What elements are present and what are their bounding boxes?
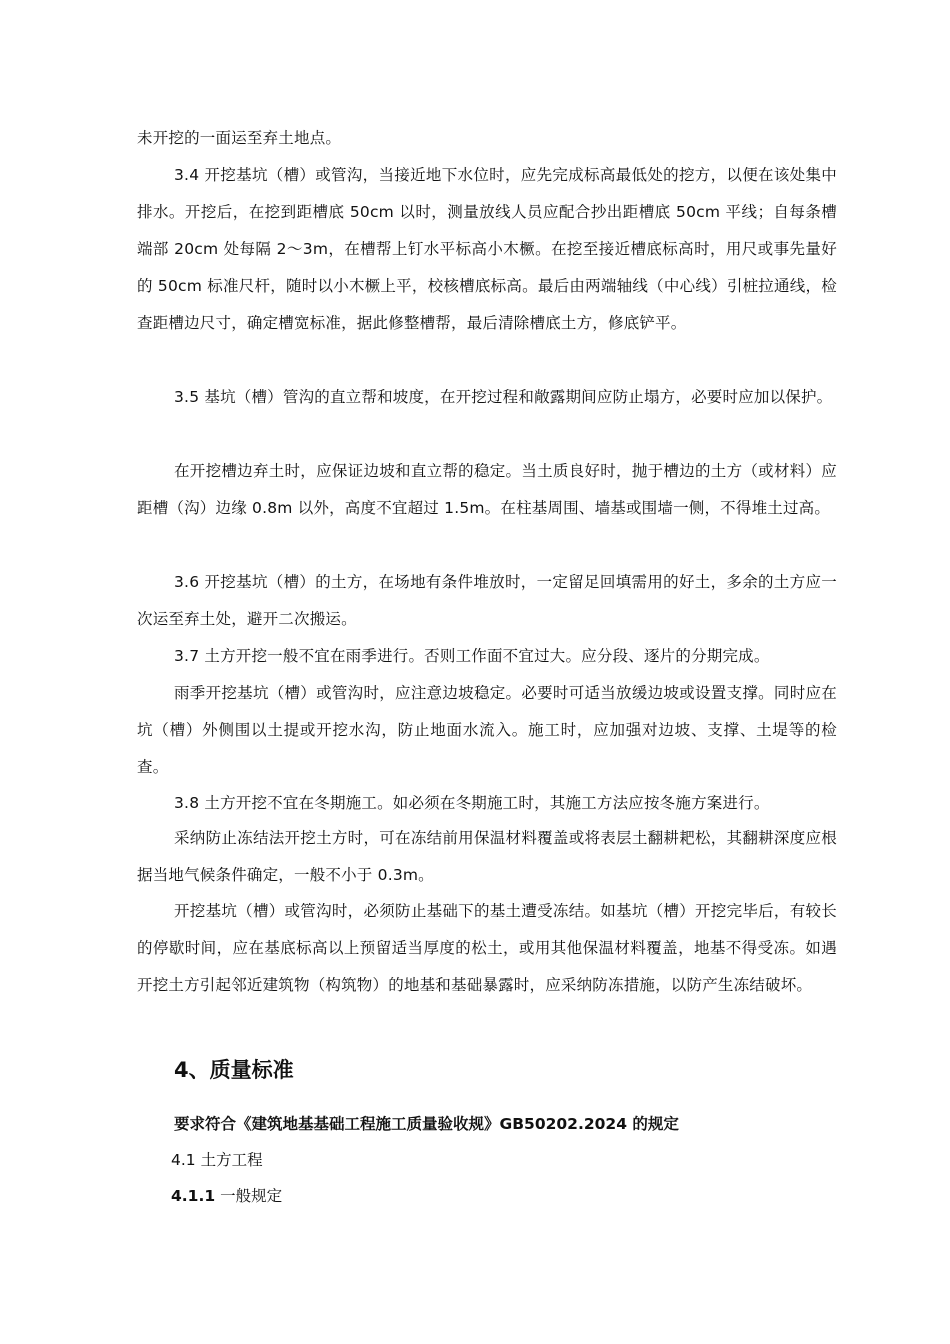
paragraph-spoil-soil: 在开挖槽边弃土时，应保证边坡和直立帮的稳定。当土质良好时，抛于槽边的土方（或材料）应距槽（沟）边缘 0.8m 以外，高度不宜超过 1.5m。在柱基周围、墙基或围墙一侧，不得堆土过高。 — [137, 462, 837, 517]
paragraph-3-7: 3.7 土方开挖一般不宜在雨季进行。否则工作面不宜过大。应分段、逐片的分期完成。 — [174, 647, 770, 665]
section-4-1-1-title: 一般规定 — [215, 1187, 283, 1205]
section-heading-quality-standard: 4、质量标准 — [174, 1058, 294, 1082]
paragraph-3-4: 3.4 开挖基坑（槽）或管沟，当接近地下水位时，应先完成标高最低处的挖方，以便在该处集中排水。开挖后，在挖到距槽底 50cm 以时，测量放线人员应配合抄出距槽底 50cm 平线；自每条槽端部 20cm 处每隔 2～3m，在槽帮上钉水平标高小木橛。在挖至接近槽底标高时，用尺或事先量好的 50cm 标准尺杆，随时以小木橛上平，校核槽底标高。最后由两端轴线（中心线）引桩拉通线，检查距槽边尺寸，确定槽宽标准，据此修整槽帮，最后清除槽底土方，修底铲平。 — [137, 166, 837, 332]
paragraph-3-6: 3.6 开挖基坑（槽）的土方，在场地有条件堆放时，一定留足回填需用的好土，多余的土方应一次运至弃土处，避开二次搬运。 — [137, 573, 837, 628]
paragraph-3-8: 3.8 土方开挖不宜在冬期施工。如必须在冬期施工时，其施工方法应按冬施方案进行。 — [174, 794, 770, 812]
section-4-1-1-number: 4.1.1 — [171, 1187, 216, 1205]
paragraph-continuation: 未开挖的一面运至弃土地点。 — [137, 129, 342, 147]
paragraph-rainy-season: 雨季开挖基坑（槽）或管沟时，应注意边坡稳定。必要时可适当放缓边坡或设置支撑。同时应在坑（槽）外侧围以土提或开挖水沟，防止地面水流入。施工时，应加强对边坡、支撑、土堤等的检查。 — [137, 684, 837, 776]
requirement-statement: 要求符合《建筑地基基础工程施工质量验收规》GB50202.2024 的规定 — [174, 1115, 679, 1133]
section-4-1: 4.1 土方工程 — [171, 1151, 263, 1169]
paragraph-3-5: 3.5 基坑（槽）管沟的直立帮和坡度，在开挖过程和敞露期间应防止塌方，必要时应加以保护。 — [174, 388, 833, 406]
paragraph-frost-protection: 开挖基坑（槽）或管沟时，必须防止基础下的基土遭受冻结。如基坑（槽）开挖完毕后，有较长的停歇时间，应在基底标高以上预留适当厚度的松土，或用其他保温材料覆盖，地基不得受冻。如遇开挖土方引起邻近建筑物（构筑物）的地基和基础暴露时，应采纳防冻措施，以防产生冻结破坏。 — [137, 902, 837, 994]
paragraph-antifreeze: 采纳防止冻结法开挖土方时，可在冻结前用保温材料覆盖或将表层土翻耕耙松，其翻耕深度应根据当地气候条件确定，一般不小于 0.3m。 — [137, 829, 837, 884]
section-4-1-1 — [171, 1184, 282, 1206]
